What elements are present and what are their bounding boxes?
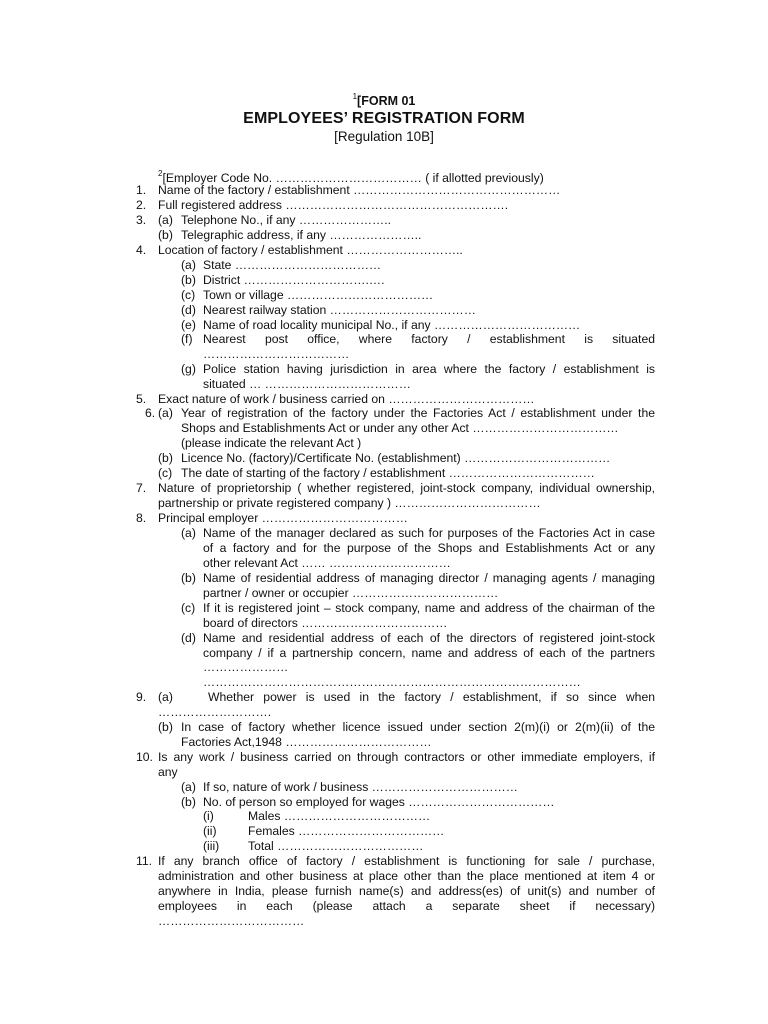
item-8c-text-cont: board of directors ………………………………: [203, 616, 448, 630]
regulation-reference: [Regulation 10B]: [334, 129, 434, 144]
footnote-marker-2: 2: [158, 169, 163, 178]
item-number: 1.: [136, 183, 147, 197]
item-number: 5.: [136, 392, 147, 406]
sub-label: (g): [181, 362, 196, 376]
item-number: 7.: [136, 481, 147, 495]
sub-label: (c): [181, 601, 196, 615]
sub-label: (ii): [203, 824, 217, 838]
item-5-text: Exact nature of work / business carried on ………………………………: [158, 392, 535, 406]
footnote-marker-1: 1: [352, 92, 358, 101]
employer-code-line: $^2$[Employer Code No. ……………………………… ( if allotted previously): [158, 169, 544, 186]
item-11-dots: ………………………………: [158, 914, 305, 928]
item-number: 10.: [136, 750, 153, 764]
item-number: 4.: [136, 243, 147, 257]
item-2-text: Full registered address ……………………………………………….: [158, 198, 509, 212]
sub-label: (f): [181, 332, 193, 346]
item-9a-text: Whether power is used in the factory / establishment, if so since when: [208, 690, 655, 704]
item-4g-text-cont: situated … ………………………………: [203, 377, 411, 391]
item-10-text-cont: any: [158, 765, 178, 779]
item-11-text: If any branch office of factory / establishment is functioning for sale / purchase,: [158, 854, 655, 868]
sub-label: (b): [158, 228, 173, 242]
item-10b-text: No. of person so employed for wages ………………………………: [203, 795, 555, 809]
sub-label: (a): [158, 213, 173, 227]
item-9a-dots: ……………………….: [158, 705, 272, 719]
sub-label: (a): [158, 406, 173, 420]
item-10b-males: Males ………………………………: [248, 809, 431, 823]
item-10a-text: If so, nature of work / business ………………………………: [203, 780, 518, 794]
item-1-text: Name of the factory / establishment ……………………………………………: [158, 183, 561, 197]
item-8c-text: If it is registered joint – stock company, name and address of the chairman of the: [203, 601, 655, 615]
sub-label: (c): [181, 288, 196, 302]
item-9b-text: In case of factory whether licence issued under section 2(m)(i) or 2(m)(ii) of the: [181, 720, 655, 734]
item-8-text: Principal employer ………………………………: [158, 511, 408, 525]
item-6b-text: Licence No. (factory)/Certificate No. (establishment) ………………………………: [181, 451, 611, 465]
item-number: 9.: [136, 690, 147, 704]
item-8a-text-cont: of a factory and for the purpose of the Shops and Establishments Act or any: [203, 541, 655, 555]
item-11-text-cont: anywhere in India, please furnish name(s) and address(es) of unit(s) and number of: [158, 884, 655, 898]
form-number: $^1$[FORM 01: [352, 92, 416, 109]
sub-label: (a): [181, 526, 196, 540]
item-8d-text: Name and residential address of each of the directors of registered joint-stock: [203, 631, 655, 645]
sub-label: (iii): [203, 839, 220, 853]
item-8a-text: Name of the manager declared as such for purposes of the Factories Act in case: [203, 526, 655, 540]
item-6a-text: Year of registration of the factory under the Factories Act / establishment under the: [181, 406, 655, 420]
item-7-text-cont: partnership or private registered company ) ………………………………: [158, 496, 541, 510]
item-6a-text-cont: (please indicate the relevant Act ): [181, 436, 362, 450]
item-4b-text: District ………………………….….: [203, 273, 385, 287]
sub-label: (i): [203, 809, 214, 823]
item-11-text-cont: administration and other business at place other than the place mentioned at item 4 or: [158, 869, 655, 883]
item-8d-dots: …………………………………………………………………………………: [203, 675, 581, 689]
sub-label: (b): [181, 795, 196, 809]
item-8d-dots: …………………: [203, 660, 289, 674]
item-number: 2.: [136, 198, 147, 212]
sub-label: (a): [181, 258, 196, 272]
sub-label: (b): [181, 273, 196, 287]
item-7-text: Nature of proprietorship ( whether registered, joint-stock company, individual ownership,: [158, 481, 655, 495]
item-9b-text-cont: Factories Act,1948 ………………………………: [181, 735, 432, 749]
item-4f-text: Nearest post office, where factory / establishment is situated: [203, 332, 655, 346]
item-number: 11.: [136, 854, 153, 868]
item-4c-text: Town or village ………………………………: [203, 288, 434, 302]
item-4e-text: Name of road locality municipal No., if any ………………………………: [203, 318, 581, 332]
sub-label: (d): [181, 303, 196, 317]
item-8d-text-cont: company / if a partnership concern, name and address of each of the partners: [203, 646, 655, 660]
item-4-text: Location of factory / establishment ………………………..: [158, 243, 463, 257]
item-10b-females: Females ………………………………: [248, 824, 445, 838]
item-10-text: Is any work / business carried on through contractors or other immediate employers, if: [158, 750, 655, 764]
item-3a-text: Telephone No., if any …………………..: [181, 213, 391, 227]
item-4d-text: Nearest railway station ………………………………: [203, 303, 476, 317]
item-4f-dots: ………………………………: [203, 347, 350, 361]
sub-label: (e): [181, 318, 196, 332]
sub-label: (b): [181, 571, 196, 585]
item-8a-text-cont: other relevant Act …… …………………………: [203, 556, 451, 570]
item-8b-text: Name of residential address of managing director / managing agents / managing: [203, 571, 655, 585]
sub-label: (a): [158, 690, 173, 704]
item-number: 8.: [136, 511, 147, 525]
item-4a-text: State ………………………………: [203, 258, 382, 272]
item-4g-text: Police station having jurisdiction in area where the factory / establishment is: [203, 362, 655, 376]
item-number: 3.: [136, 213, 147, 227]
sub-label: (b): [158, 720, 173, 734]
item-8b-text-cont: partner / owner or occupier ………………………………: [203, 586, 499, 600]
item-6c-text: The date of starting of the factory / establishment ………………………………: [181, 466, 595, 480]
item-10b-total: Total ………………………………: [248, 839, 424, 853]
sub-label: (c): [158, 466, 173, 480]
sub-label: (a): [181, 780, 196, 794]
sub-label: (b): [158, 451, 173, 465]
sub-label: (d): [181, 631, 196, 645]
item-number: 6.: [145, 406, 156, 420]
item-3b-text: Telegraphic address, if any …………………..: [181, 228, 422, 242]
form-title: EMPLOYEES’ REGISTRATION FORM: [243, 110, 525, 127]
item-6a-text-cont: Shops and Establishments Act or under any other Act ………………………………: [181, 421, 619, 435]
item-11-text-cont: employees in each (please attach a separate sheet if necessary): [158, 899, 655, 913]
